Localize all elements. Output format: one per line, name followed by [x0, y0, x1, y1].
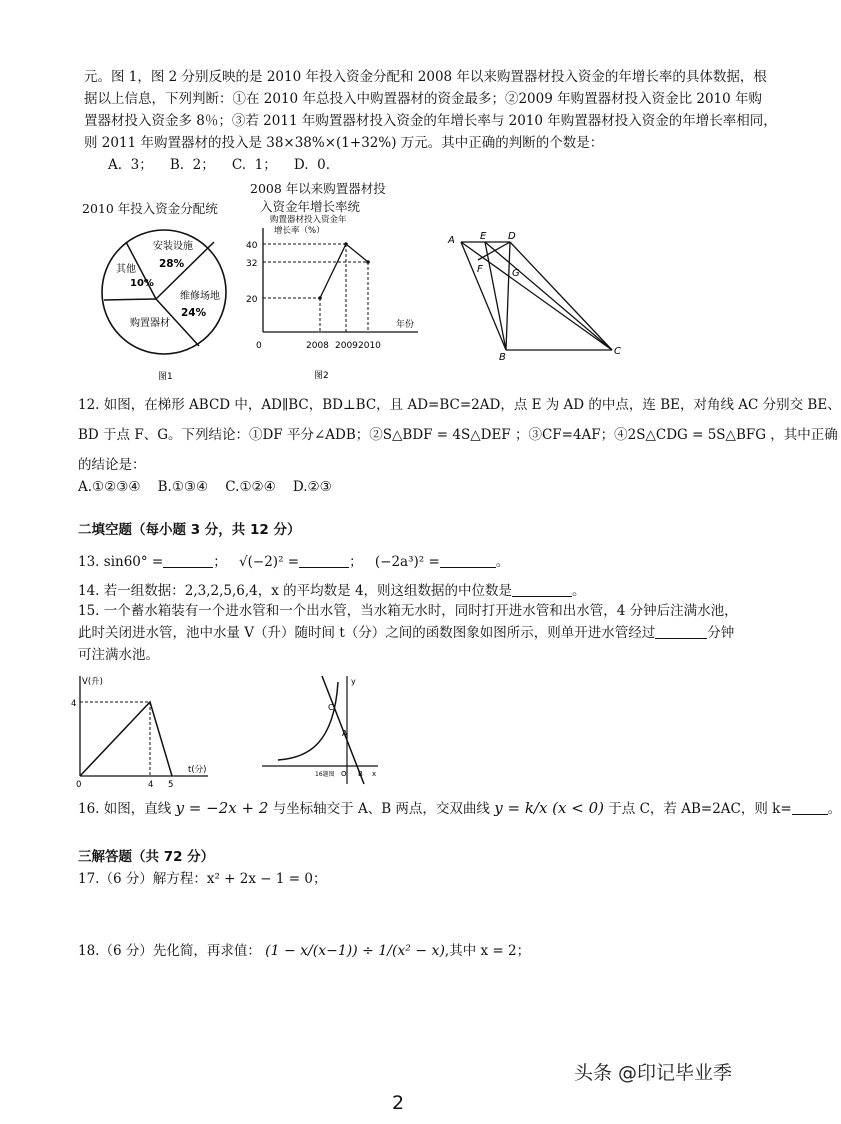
fig5-hyperbola-graph [258, 672, 382, 790]
fig1-title: 2010 年投入资金分配统 [82, 201, 218, 216]
point-label: C [614, 346, 621, 357]
fig5-label: B [358, 770, 363, 778]
q12-line1: 12. 如图，在梯形 ABCD 中，AD∥BC，BD⊥BC，且 AD=BC=2AD，点 E 为 AD 的中点，连 BE，对角线 AC 分别交 BE、 [78, 397, 841, 413]
point-label: D [508, 231, 516, 242]
q14-text: 14. 若一组数据：2,3,2,5,6,4，x 的平均数是 4，则这组数据的中位数是 [78, 583, 513, 599]
fig4-water-graph [68, 672, 218, 794]
q15-line2 [78, 622, 734, 644]
q18-part1: 18.（6 分）先化简，再求值： [78, 943, 261, 959]
fig4-xtick: 4 [148, 780, 154, 790]
q13-part1: 13. sin60° = [78, 554, 164, 570]
q11-line3: 置器材投入资金多 8％；③若 2011 年购置器材投入资金的年增长率与 2010 年购置器材投入资金的年增长率相同， [84, 113, 777, 129]
fig1-caption: 图1 [158, 372, 173, 382]
xtick-label: 2009 [335, 341, 358, 351]
q15-line3: 可注满水池。 [78, 647, 159, 663]
q15-line2a: 此时关闭进水管，池中水量 V（升）随时间 t（分）之间的函数图象如图所示，则单开进水管经过 [78, 625, 656, 641]
xtick-label: 2008 [306, 341, 329, 351]
fig2-ylabel1: 购置器材投入资金年 [270, 215, 347, 225]
ytick-label: 32 [246, 259, 258, 269]
fig4-ytick: 4 [71, 699, 77, 709]
q16-part3: 于点 C，若 AB=2AC，则 k= [608, 801, 792, 817]
q12-line3: 的结论是： [78, 457, 146, 473]
slice-label: 购置器材 [130, 318, 170, 329]
fig5-label: x [372, 770, 377, 778]
fig2-line-chart [234, 214, 420, 382]
data-point [344, 242, 348, 246]
answer-blank[interactable] [163, 553, 213, 568]
q12-line2: BD 于点 F、G。下列结论：①DF 平分∠ADB；②S△BDF = 4S△DEF ；③CF=4AF；④2S△CDG = 5S△BFG ，其中正确 [78, 427, 838, 443]
q16-end: 。 [827, 801, 841, 817]
q14-end: 。 [572, 583, 586, 599]
data-point [318, 296, 322, 300]
series-line [320, 244, 368, 298]
fig2-xlabel: 年份 [396, 320, 415, 330]
answer-blank[interactable] [792, 800, 828, 815]
fig5-label: C [328, 703, 334, 712]
fig2-title1: 2008 年以来购置器材投 [250, 181, 386, 196]
q18-line [78, 940, 530, 962]
q16-expr1: y = −2x + 2 [175, 799, 269, 817]
point-label: G [512, 268, 520, 279]
fig4-xtick: 0 [76, 780, 82, 790]
fig2-ylabel2: 增长率（%） [274, 226, 325, 236]
slice-pct: 10% [130, 278, 154, 289]
point-label: F [477, 264, 483, 275]
q13-sep1: ； [213, 554, 227, 570]
q17-text: 17.（6 分）解方程：x² + 2x − 1 = 0； [78, 871, 327, 887]
q15-line2b: 分钟 [707, 625, 735, 641]
q11-line1: 元。图 1，图 2 分别反映的是 2010 年投入资金分配和 2008 年以来购置器材投入资金的年增长率的具体数据，根 [84, 69, 767, 85]
q16-expr2: y = k/x (x < 0) [494, 799, 604, 817]
point-label: B [499, 352, 506, 363]
ytick-label: 40 [246, 241, 258, 251]
answer-blank[interactable] [299, 553, 349, 568]
data-point [366, 260, 370, 264]
fig2-origin: 0 [256, 341, 262, 351]
slice-pct: 28% [159, 258, 185, 270]
slice-label: 维修场地 [180, 291, 220, 302]
fig4-xtick: 5 [168, 780, 174, 790]
fig2-title2: 入资金年增长率统 [260, 199, 361, 214]
slice-label: 其他 [116, 264, 136, 275]
fig2-caption: 图2 [314, 371, 329, 381]
fig1-pie-chart [96, 222, 236, 382]
xtick-label: 2010 [358, 341, 381, 351]
pie-divider [104, 299, 156, 300]
fig4-ylabel: V(升) [82, 677, 103, 687]
q18-part2: ,其中 x = 2； [444, 943, 531, 959]
q13-part3: √(−2)² = [239, 554, 300, 570]
fig4-xlabel: t(分) [188, 765, 207, 775]
q12-options: A.①②③④ B.①③④ C.①②④ D.②③ [78, 479, 332, 495]
q13-sep2: ； [349, 554, 363, 570]
q15-line1: 15. 一个蓄水箱装有一个进水管和一个出水管，当水箱无水时，同时打开进水管和出水管，4 分钟后注满水池， [78, 603, 738, 619]
q14-line [78, 580, 586, 602]
point-label: E [480, 231, 487, 242]
q13-part5: (−2a³)² = [374, 554, 440, 570]
slice-pct: 24% [181, 307, 207, 319]
q11-options: A. 3； B. 2； C. 1； D. 0. [108, 157, 330, 173]
answer-blank[interactable] [512, 582, 572, 597]
section-2-title: 二填空题（每小题 3 分，共 12 分） [78, 522, 301, 538]
q11-line2: 据以上信息，下列判断：①在 2010 年总投入中购置器材的资金最多；②2009 年购置器材投入资金比 2010 年购 [84, 91, 763, 107]
fig5-label: y [351, 677, 356, 686]
q16-line [78, 797, 841, 820]
q13-end: 。 [495, 554, 510, 570]
page-number: 2 [392, 1092, 405, 1114]
slice-label: 安装设施 [153, 241, 193, 252]
q16-part2: 与坐标轴交于 A、B 两点，交双曲线 [272, 801, 490, 817]
fig5-label: O [341, 770, 347, 778]
q18-expr: (1 − x/(x−1)) ÷ 1/(x² − x) [265, 943, 445, 959]
graph-line [80, 702, 172, 776]
point-label: A [448, 235, 455, 246]
q13-line [78, 551, 509, 573]
fig5-label: A [342, 729, 348, 738]
q16-part1: 16. 如图，直线 [78, 801, 172, 817]
q11-line4: 则 2011 年购置器材的投入是 38×38%×(1+32%) 万元。其中正确的判断的个数是： [84, 135, 604, 151]
section-3-title: 三解答题（共 72 分） [78, 849, 215, 865]
answer-blank[interactable] [655, 624, 707, 639]
answer-blank[interactable] [440, 553, 496, 568]
fig3-trapezoid-figure [440, 228, 630, 364]
ytick-label: 20 [246, 295, 258, 305]
watermark: 头条 @印记毕业季 [574, 1062, 733, 1084]
fig5-caption: 16题图 [315, 771, 335, 778]
